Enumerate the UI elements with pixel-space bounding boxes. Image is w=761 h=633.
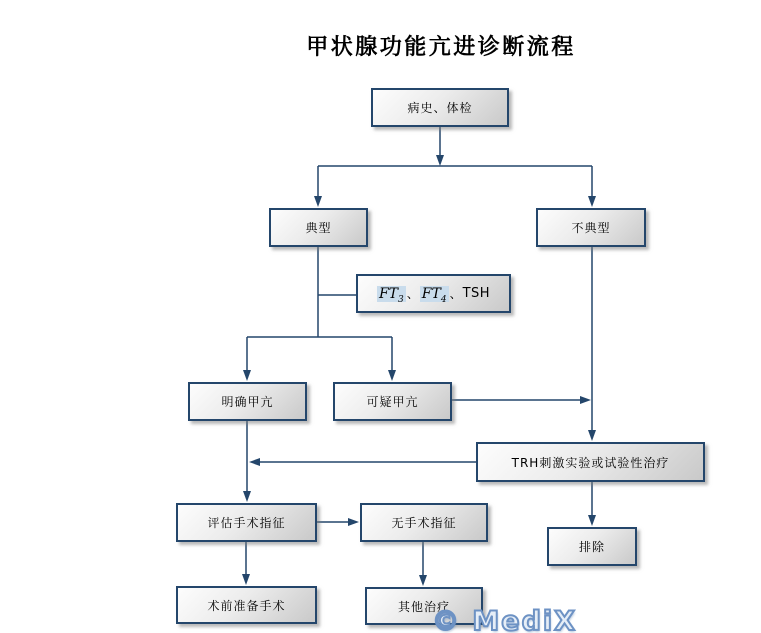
arrowhead-exclude (588, 515, 596, 526)
node-suspected-hyperthyroidism (333, 382, 452, 421)
node-history-label: 病史、体检 (407, 101, 473, 115)
node-typical (269, 208, 368, 247)
arrowhead-trh-top (588, 430, 596, 441)
node-trh-label: TRH刺激实验或试验性治疗 (511, 455, 670, 470)
arrowhead-confirmed (243, 370, 251, 381)
arrowhead-suspected-right (580, 396, 591, 404)
node-confirmed-hyperthyroidism (188, 382, 307, 421)
arrowhead-atypical (588, 196, 596, 207)
node-other-label: 其他治疗 (397, 599, 450, 614)
node-atypical-label: 不典型 (571, 221, 611, 235)
node-evaluate-surgery (176, 503, 317, 542)
arrowhead-suspected (388, 370, 396, 381)
node-exclude-label: 排除 (578, 540, 605, 554)
arrowhead-typical (314, 196, 322, 207)
node-evaluate-label: 评估手术指征 (207, 516, 286, 530)
arrowhead-trh-left (249, 458, 260, 466)
node-suspected-label: 可疑甲亢 (366, 395, 419, 409)
node-preop-surgery (176, 586, 317, 624)
arrowhead-preop (242, 574, 250, 585)
node-no-surgery-label: 无手术指征 (391, 516, 457, 530)
node-no-surgery-indication (360, 503, 488, 542)
labs-separator-1: 、 (406, 287, 419, 301)
node-trh-test (476, 442, 705, 482)
node-exclude (547, 527, 637, 566)
arrowhead-nosurgery (348, 518, 359, 526)
node-preop-label: 术前准备手术 (207, 598, 286, 613)
ft4-formula-field: $FT_4$ (421, 285, 447, 305)
node-typical-label: 典型 (305, 221, 332, 235)
node-confirmed-label: 明确甲亢 (221, 395, 274, 409)
node-history (371, 88, 509, 127)
node-atypical (536, 208, 646, 247)
arrowhead-evaluate (243, 491, 251, 502)
page-title: 甲状腺功能亢进诊断流程 (306, 35, 576, 60)
node-labs (356, 274, 511, 313)
ft3-formula-field: $FT_3$ (378, 285, 404, 305)
arrowhead-other (419, 575, 427, 586)
arrowhead-down-branch (436, 155, 444, 166)
labs-separator-2: 、 (449, 287, 462, 301)
tsh-label: TSH (462, 286, 491, 301)
medix-watermark: © MediX (432, 606, 577, 633)
